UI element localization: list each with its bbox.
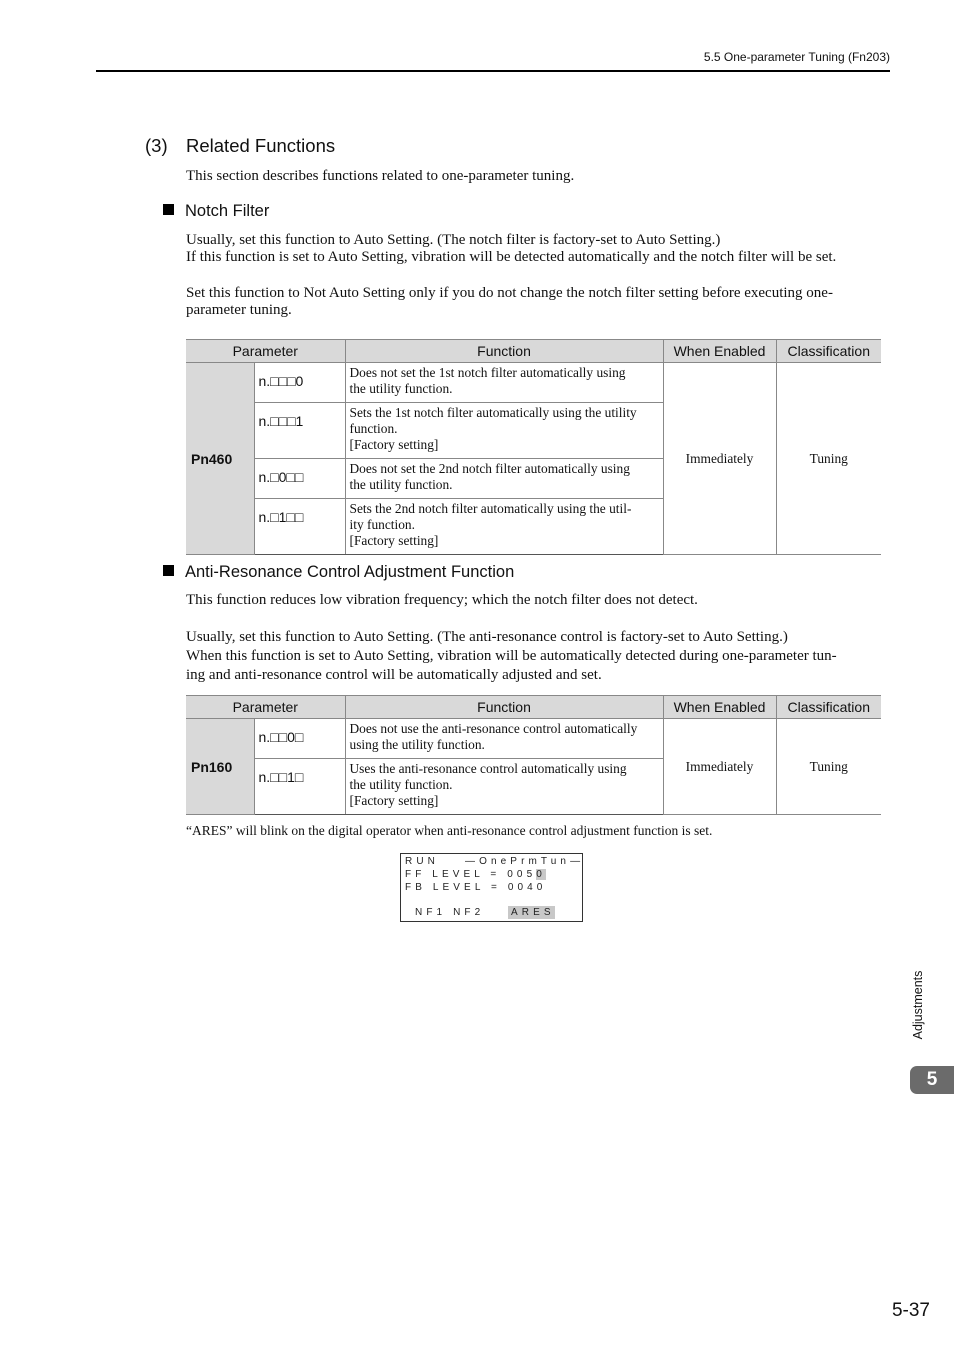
page-number: 5-37 [891, 1300, 930, 1321]
square-bullet-icon [163, 204, 174, 215]
parameter-value: n.□□1□ [254, 759, 345, 815]
anti-resonance-table [186, 695, 881, 815]
ares-flag: ARES [508, 906, 555, 919]
display-mode: —OnePrmTun— [465, 856, 585, 867]
function-description [345, 759, 663, 815]
antires-paragraph-1: This function reduces low vibration frequency; which the notch filter does not detect. [186, 592, 698, 608]
fn-line: Sets the 1st notch filter automatically using the utility [349, 405, 637, 420]
header-when-enabled: When Enabled [663, 340, 776, 363]
ff-level-text: FF LEVEL = 005 [405, 869, 537, 880]
header-function: Function [345, 696, 663, 719]
fn-line: [Factory setting] [349, 533, 439, 548]
ares-note: “ARES” will blink on the digital operator when anti-resonance control adjustment function is set. [186, 823, 713, 838]
notch-heading [163, 202, 269, 221]
parameter-value: n.□0□□ [254, 459, 345, 499]
table-header-row [186, 696, 881, 719]
notch-heading-text: Notch Filter [185, 202, 270, 220]
text-line: parameter tuning. [186, 302, 292, 318]
digital-operator-display [400, 853, 583, 922]
fn-line: ity function. [349, 517, 415, 532]
display-line-4 [415, 906, 555, 919]
notch-flags: NF1 NF2 [415, 907, 485, 918]
parameter-value: n.□1□□ [254, 499, 345, 555]
text-line: Set this function to Not Auto Setting only if you do not change the notch filter setting before executing one- [186, 285, 833, 301]
parameter-value: n.□□0□ [254, 719, 345, 759]
classification-cell: Tuning [776, 363, 881, 555]
function-description [345, 719, 663, 759]
fn-line: using the utility function. [349, 737, 485, 752]
when-enabled-cell: Immediately [663, 719, 776, 815]
fn-line: Does not use the anti-resonance control automatically [349, 721, 638, 736]
fn-line: the utility function. [349, 477, 453, 492]
parameter-number: Pn160 [186, 719, 254, 815]
fn-line: Does not set the 1st notch filter automatically using [349, 365, 626, 380]
cursor-digit: 0 [536, 869, 546, 880]
header-when-enabled: When Enabled [663, 696, 776, 719]
display-line-1 [405, 855, 585, 868]
parameter-number: Pn460 [186, 363, 254, 555]
fn-line: [Factory setting] [349, 793, 439, 808]
table-row [186, 719, 881, 759]
section-intro: This section describes functions related to one-parameter tuning. [186, 168, 575, 184]
fn-line: Does not set the 2nd notch filter automatically using [349, 461, 630, 476]
section-title-text: Related Functions [186, 135, 336, 156]
section-number: (3) [145, 135, 168, 156]
header-classification: Classification [776, 340, 881, 363]
antires-heading-text: Anti-Resonance Control Adjustment Function [185, 563, 515, 581]
table-row [186, 363, 881, 403]
header-parameter: Parameter [186, 340, 345, 363]
display-line-3: FB LEVEL = 0040 [405, 882, 547, 893]
antires-paragraph-2 [186, 628, 837, 685]
text-line: If this function is set to Auto Setting, vibration will be detected automatically and the notch filter will be set. [186, 249, 837, 265]
running-head: 5.5 One-parameter Tuning (Fn203) [703, 50, 890, 64]
fn-line: Uses the anti-resonance control automatically using [349, 761, 627, 776]
header-parameter: Parameter [186, 696, 345, 719]
function-description [345, 403, 663, 459]
fn-line: Sets the 2nd notch filter automatically using the util- [349, 501, 632, 516]
parameter-value: n.□□□1 [254, 403, 345, 459]
section-title [145, 135, 335, 157]
function-description [345, 363, 663, 403]
notch-paragraph-2 [186, 285, 833, 319]
text-line: ing and anti-resonance control will be automatically adjusted and set. [186, 667, 602, 683]
text-line: When this function is set to Auto Setting, vibration will be automatically detected during one-parameter tun- [186, 648, 837, 664]
fn-line: the utility function. [349, 381, 453, 396]
function-description [345, 499, 663, 555]
text-line: Usually, set this function to Auto Setting. (The anti-resonance control is factory-set to Auto Setting.) [186, 629, 788, 645]
header-classification: Classification [776, 696, 881, 719]
chapter-tab: 5 [910, 1066, 954, 1094]
parameter-value: n.□□□0 [254, 363, 345, 403]
table-header-row [186, 340, 881, 363]
square-bullet-icon [163, 565, 174, 576]
header-function: Function [345, 340, 663, 363]
display-line-2 [405, 868, 546, 881]
display-status: RUN [405, 856, 439, 867]
text-line: Usually, set this function to Auto Setting. (The notch filter is factory-set to Auto Setting.) [186, 232, 721, 248]
notch-filter-table [186, 339, 881, 555]
fn-line: [Factory setting] [349, 437, 439, 452]
classification-cell: Tuning [776, 719, 881, 815]
antires-heading [163, 563, 514, 582]
chapter-side-label: Adjustments [911, 970, 925, 1040]
fn-line: function. [349, 421, 398, 436]
when-enabled-cell: Immediately [663, 363, 776, 555]
fn-line: the utility function. [349, 777, 453, 792]
header-rule [96, 70, 890, 72]
notch-paragraph-1 [186, 232, 836, 266]
function-description [345, 459, 663, 499]
